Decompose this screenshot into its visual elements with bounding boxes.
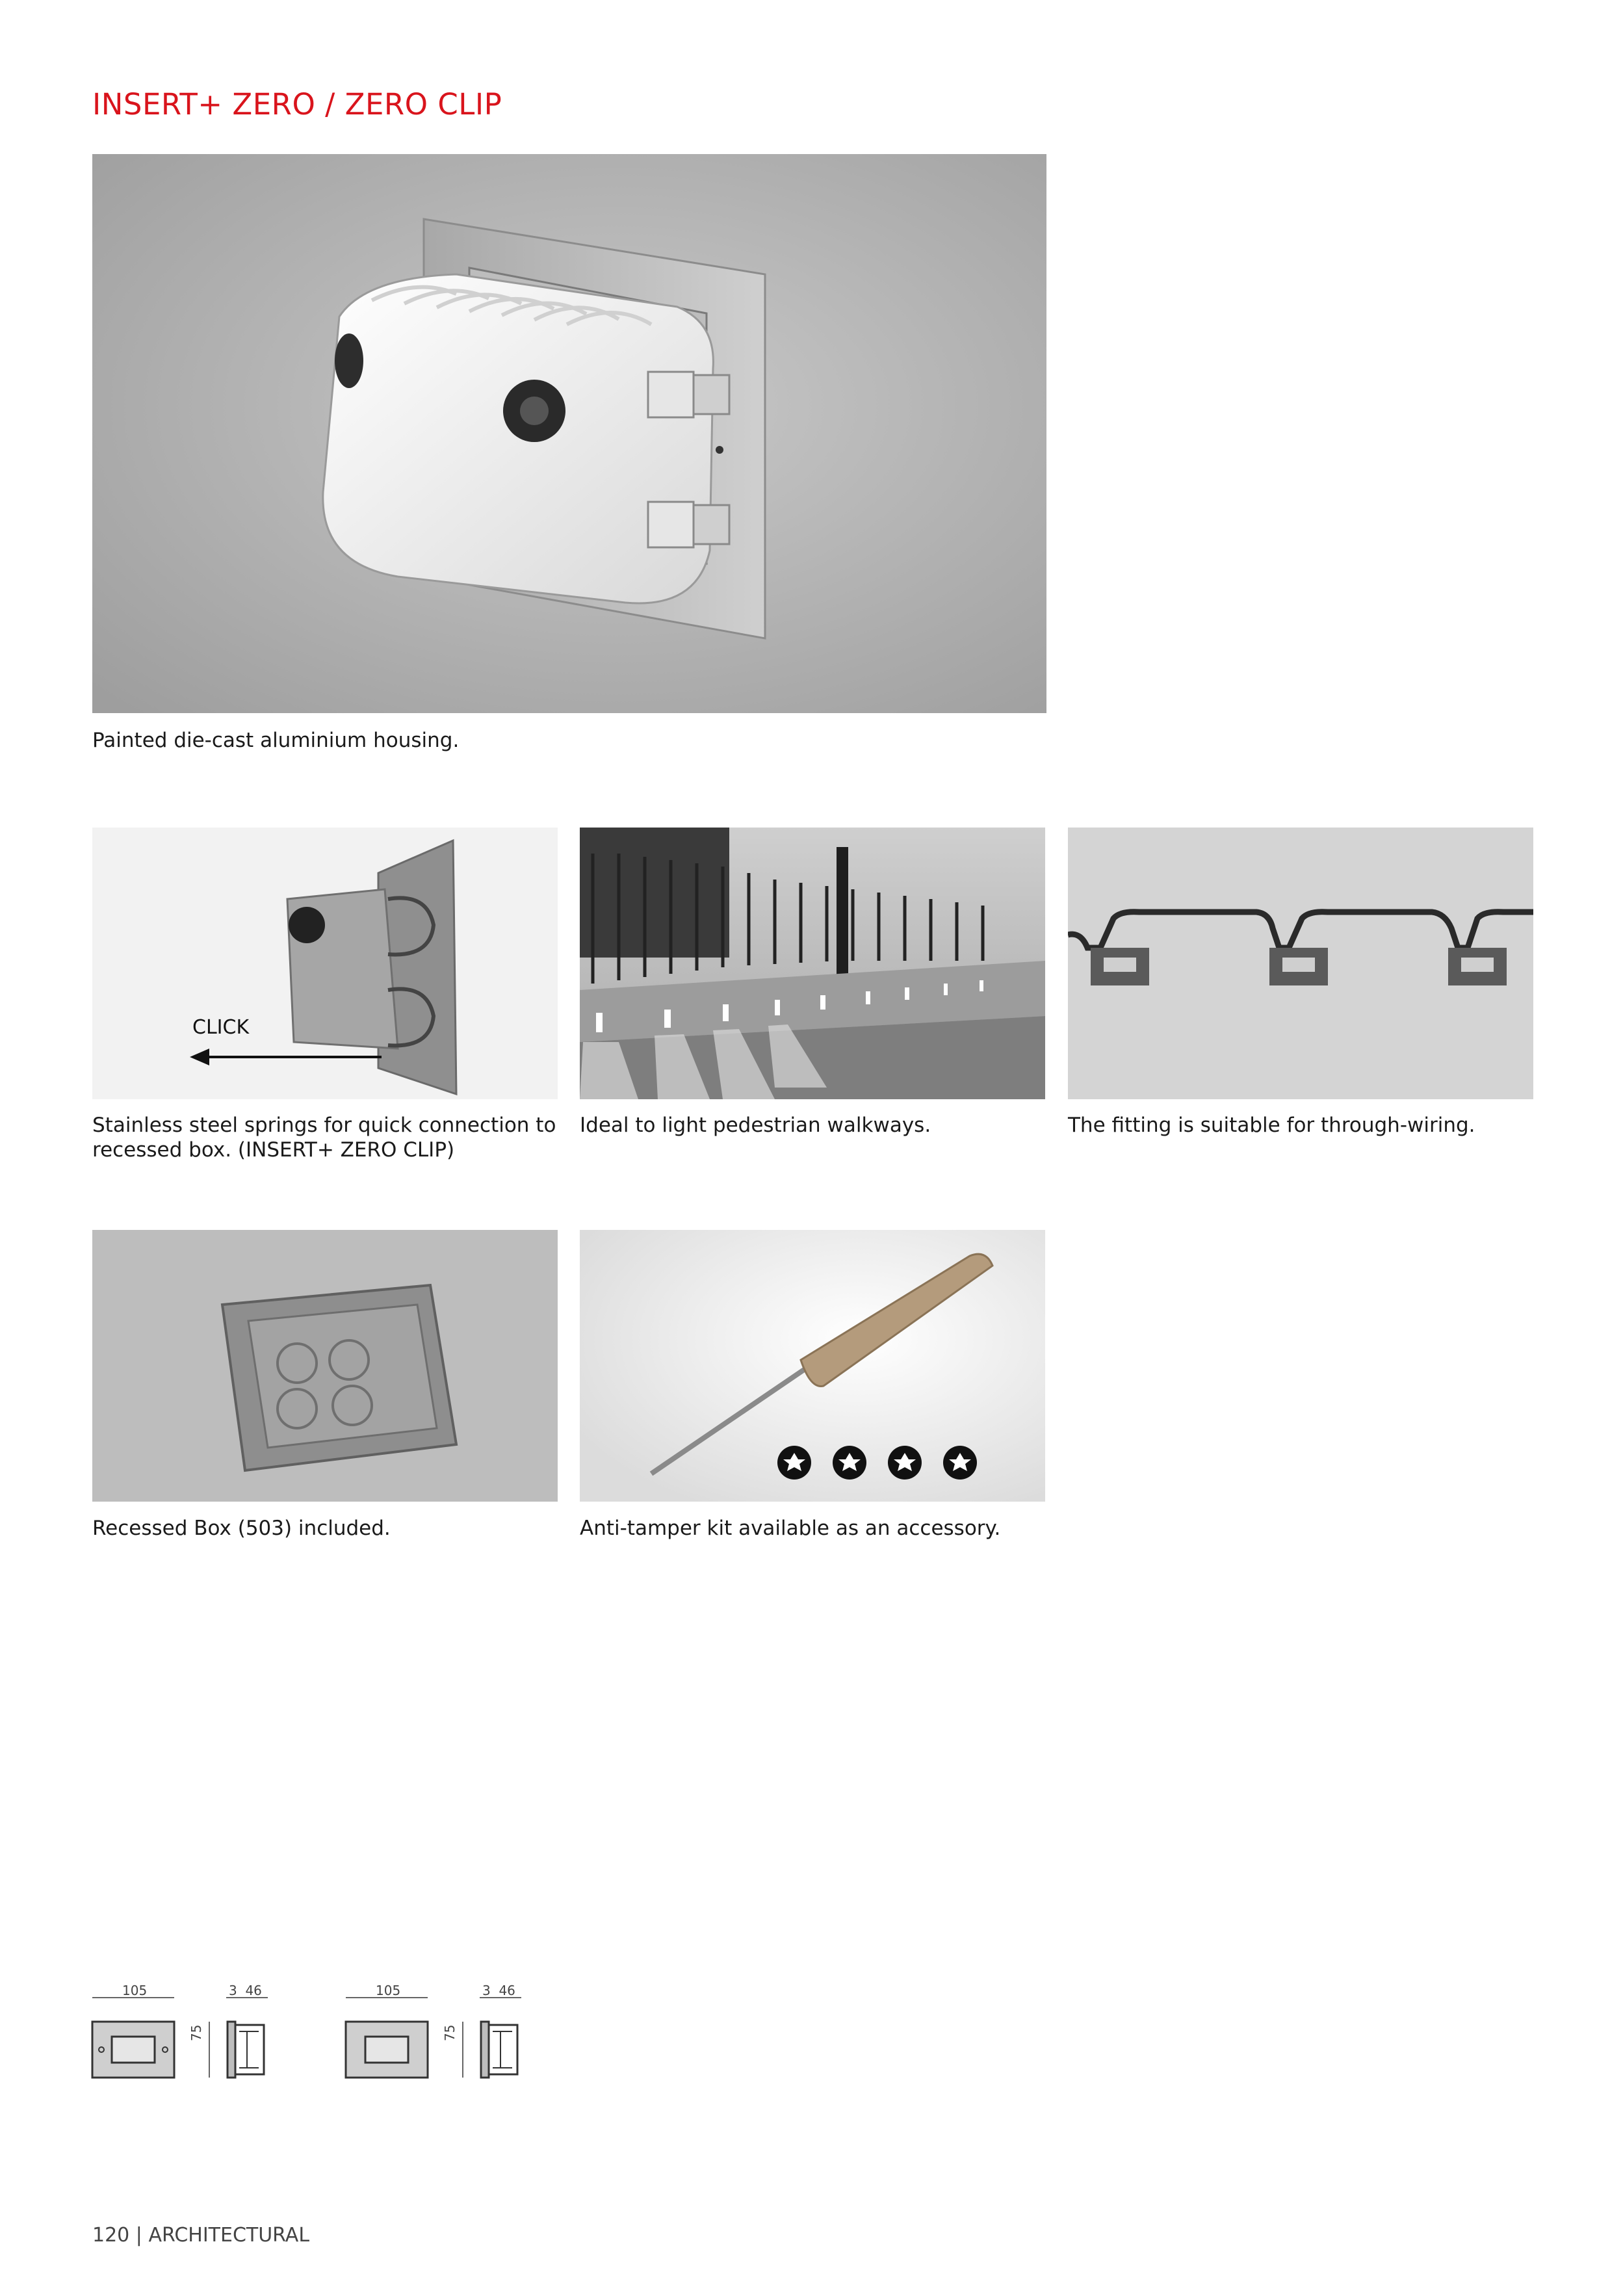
- recessed-box-photo: [92, 1230, 558, 1502]
- page-footer: 120 | ARCHITECTURAL: [92, 2224, 310, 2247]
- drawing-1-width: 105: [122, 1983, 148, 1998]
- housing-image: [92, 154, 1046, 713]
- hero-caption: Painted die-cast aluminium housing.: [92, 729, 460, 752]
- wiring-photo: [1068, 828, 1533, 1099]
- hero-photo: [92, 154, 1046, 713]
- walkway-caption: Ideal to light pedestrian walkways.: [580, 1114, 931, 1137]
- drawing-2-depth: 3 46: [482, 1983, 515, 1998]
- wiring-caption: The fitting is suitable for through-wiring.: [1068, 1114, 1475, 1137]
- drawing-1-height: 75: [188, 2024, 204, 2041]
- walkway-photo: [580, 828, 1045, 1099]
- drawing-1-depth: 3 46: [229, 1983, 262, 1998]
- clip-caption: Stainless steel springs for quick connection to recessed box. (INSERT+ ZERO CLIP): [92, 1114, 556, 1162]
- drawing-2-width: 105: [376, 1983, 401, 1998]
- recessed-box-caption: Recessed Box (503) included.: [92, 1517, 391, 1540]
- click-label: CLICK: [192, 1016, 250, 1039]
- page-title: INSERT+ ZERO / ZERO CLIP: [92, 87, 502, 122]
- drawing-2-height: 75: [442, 2024, 458, 2041]
- anti-tamper-caption: Anti-tamper kit available as an accessory.: [580, 1517, 1001, 1540]
- anti-tamper-photo: [580, 1230, 1045, 1502]
- clip-photo: [92, 828, 558, 1099]
